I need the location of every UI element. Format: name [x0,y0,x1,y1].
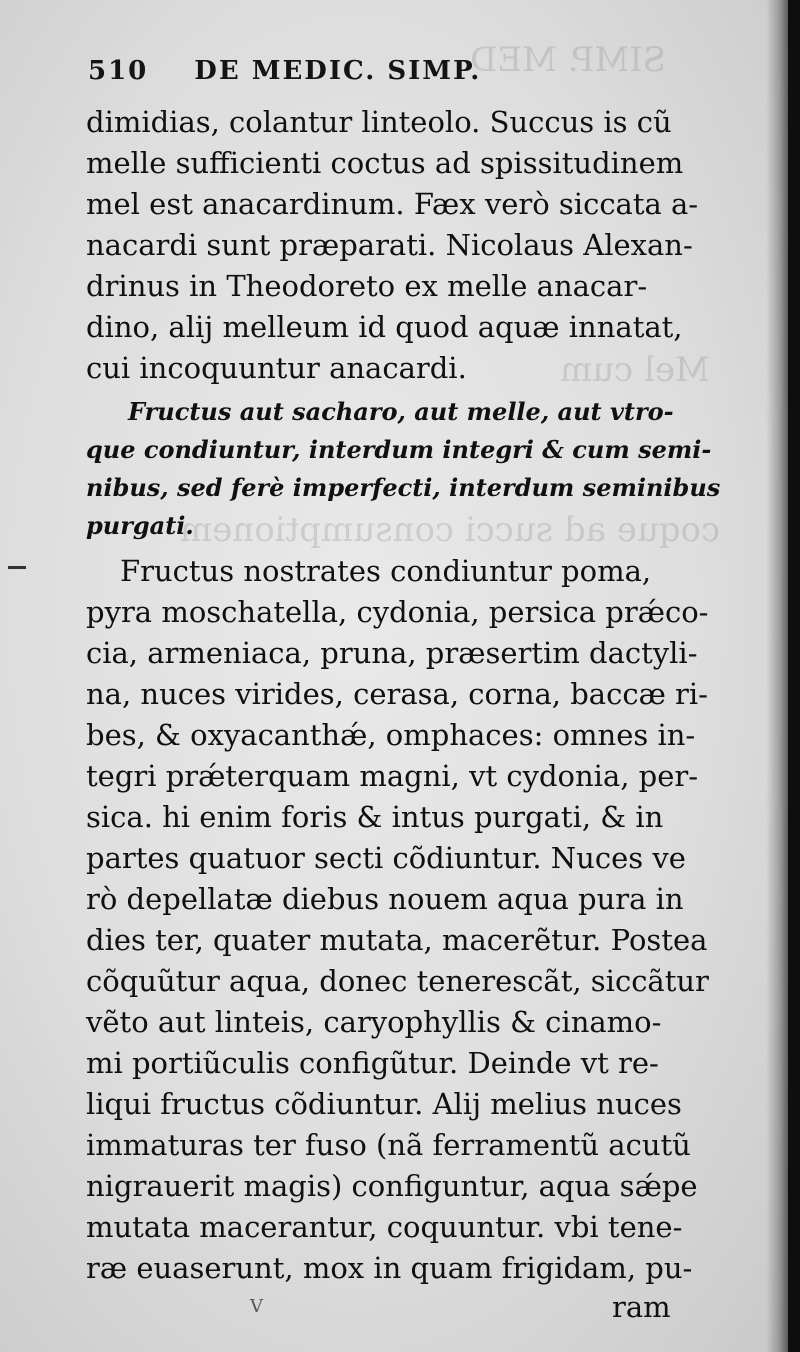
text-line: bes, & oxyacanthǽ, omphaces: omnes in- [86,718,696,752]
bleed-through-text: coque ad succi consumptionem [180,510,721,550]
bleed-through-text: Mel cum [560,350,710,390]
text-line: mi portiũculis configũtur. Deinde vt re- [86,1046,659,1080]
page-body [86,102,721,1289]
margin-mark [8,566,26,569]
paragraph-1 [86,102,699,389]
signature-mark: V [250,1296,263,1317]
text-line: dino, alij melleum id quod aquæ innatat, [86,310,683,344]
italic-line: purgati. [86,511,194,540]
italic-line: Fructus aut sacharo, aut melle, aut vtro- [128,397,674,426]
bleed-through-text: SIMP. MED [470,40,667,80]
text-line: ræ euaserunt, mox in quam frigidam, pu- [86,1251,693,1285]
text-line: na, nuces virides, cerasa, corna, baccæ ri- [86,677,708,711]
page-edge [788,0,800,1352]
catchword: ram [612,1290,671,1324]
text-line: Fructus nostrates condiuntur poma, [120,554,652,588]
text-line: melle sufficienti coctus ad spissitudinem [86,146,684,180]
italic-rubric [86,393,721,545]
text-line: cui incoquuntur anacardi. [86,351,467,385]
text-line: rò depellatæ diebus nouem aqua pura in [86,882,684,916]
page-number: 510 [88,56,149,86]
text-line: pyra moschatella, cydonia, persica prǽco- [86,595,709,629]
text-line: mel est anacardinum. Fæx verò siccata a- [86,187,699,221]
text-line: drinus in Theodoreto ex melle anacar- [86,269,648,303]
text-line: cõquũtur aqua, donec tenerescãt, siccãtur [86,964,709,998]
text-line: dies ter, quater mutata, macerẽtur. Postea [86,923,708,957]
running-title: DE MEDIC. SIMP. [194,56,482,86]
text-line: sica. hi enim foris & intus purgati, & in [86,800,664,834]
text-line: partes quatuor secti cõdiuntur. Nuces ve [86,841,686,875]
paragraph-2 [86,551,709,1289]
running-header [88,56,481,86]
text-line: immaturas ter fuso (nã ferramentũ acutũ [86,1128,691,1162]
text-line: liqui fructus cõdiuntur. Alij melius nuces [86,1087,682,1121]
text-line: dimidias, colantur linteolo. Succus is cũ [86,105,672,139]
text-line: vẽto aut linteis, caryophyllis & cinamo- [86,1005,662,1039]
text-line: nacardi sunt præparati. Nicolaus Alexan- [86,228,693,262]
page-gutter-shadow [766,0,788,1352]
italic-line: nibus, sed ferè imperfecti, interdum seminibus [86,473,721,502]
italic-line: que condiuntur, interdum integri & cum semi- [86,435,712,464]
text-line: nigrauerit magis) configuntur, aqua sǽpe [86,1169,698,1203]
text-line: mutata macerantur, coquuntur. vbi tene- [86,1210,683,1244]
text-line: tegri prǽterquam magni, vt cydonia, per- [86,759,699,793]
text-line: cia, armeniaca, pruna, præsertim dactyli- [86,636,698,670]
